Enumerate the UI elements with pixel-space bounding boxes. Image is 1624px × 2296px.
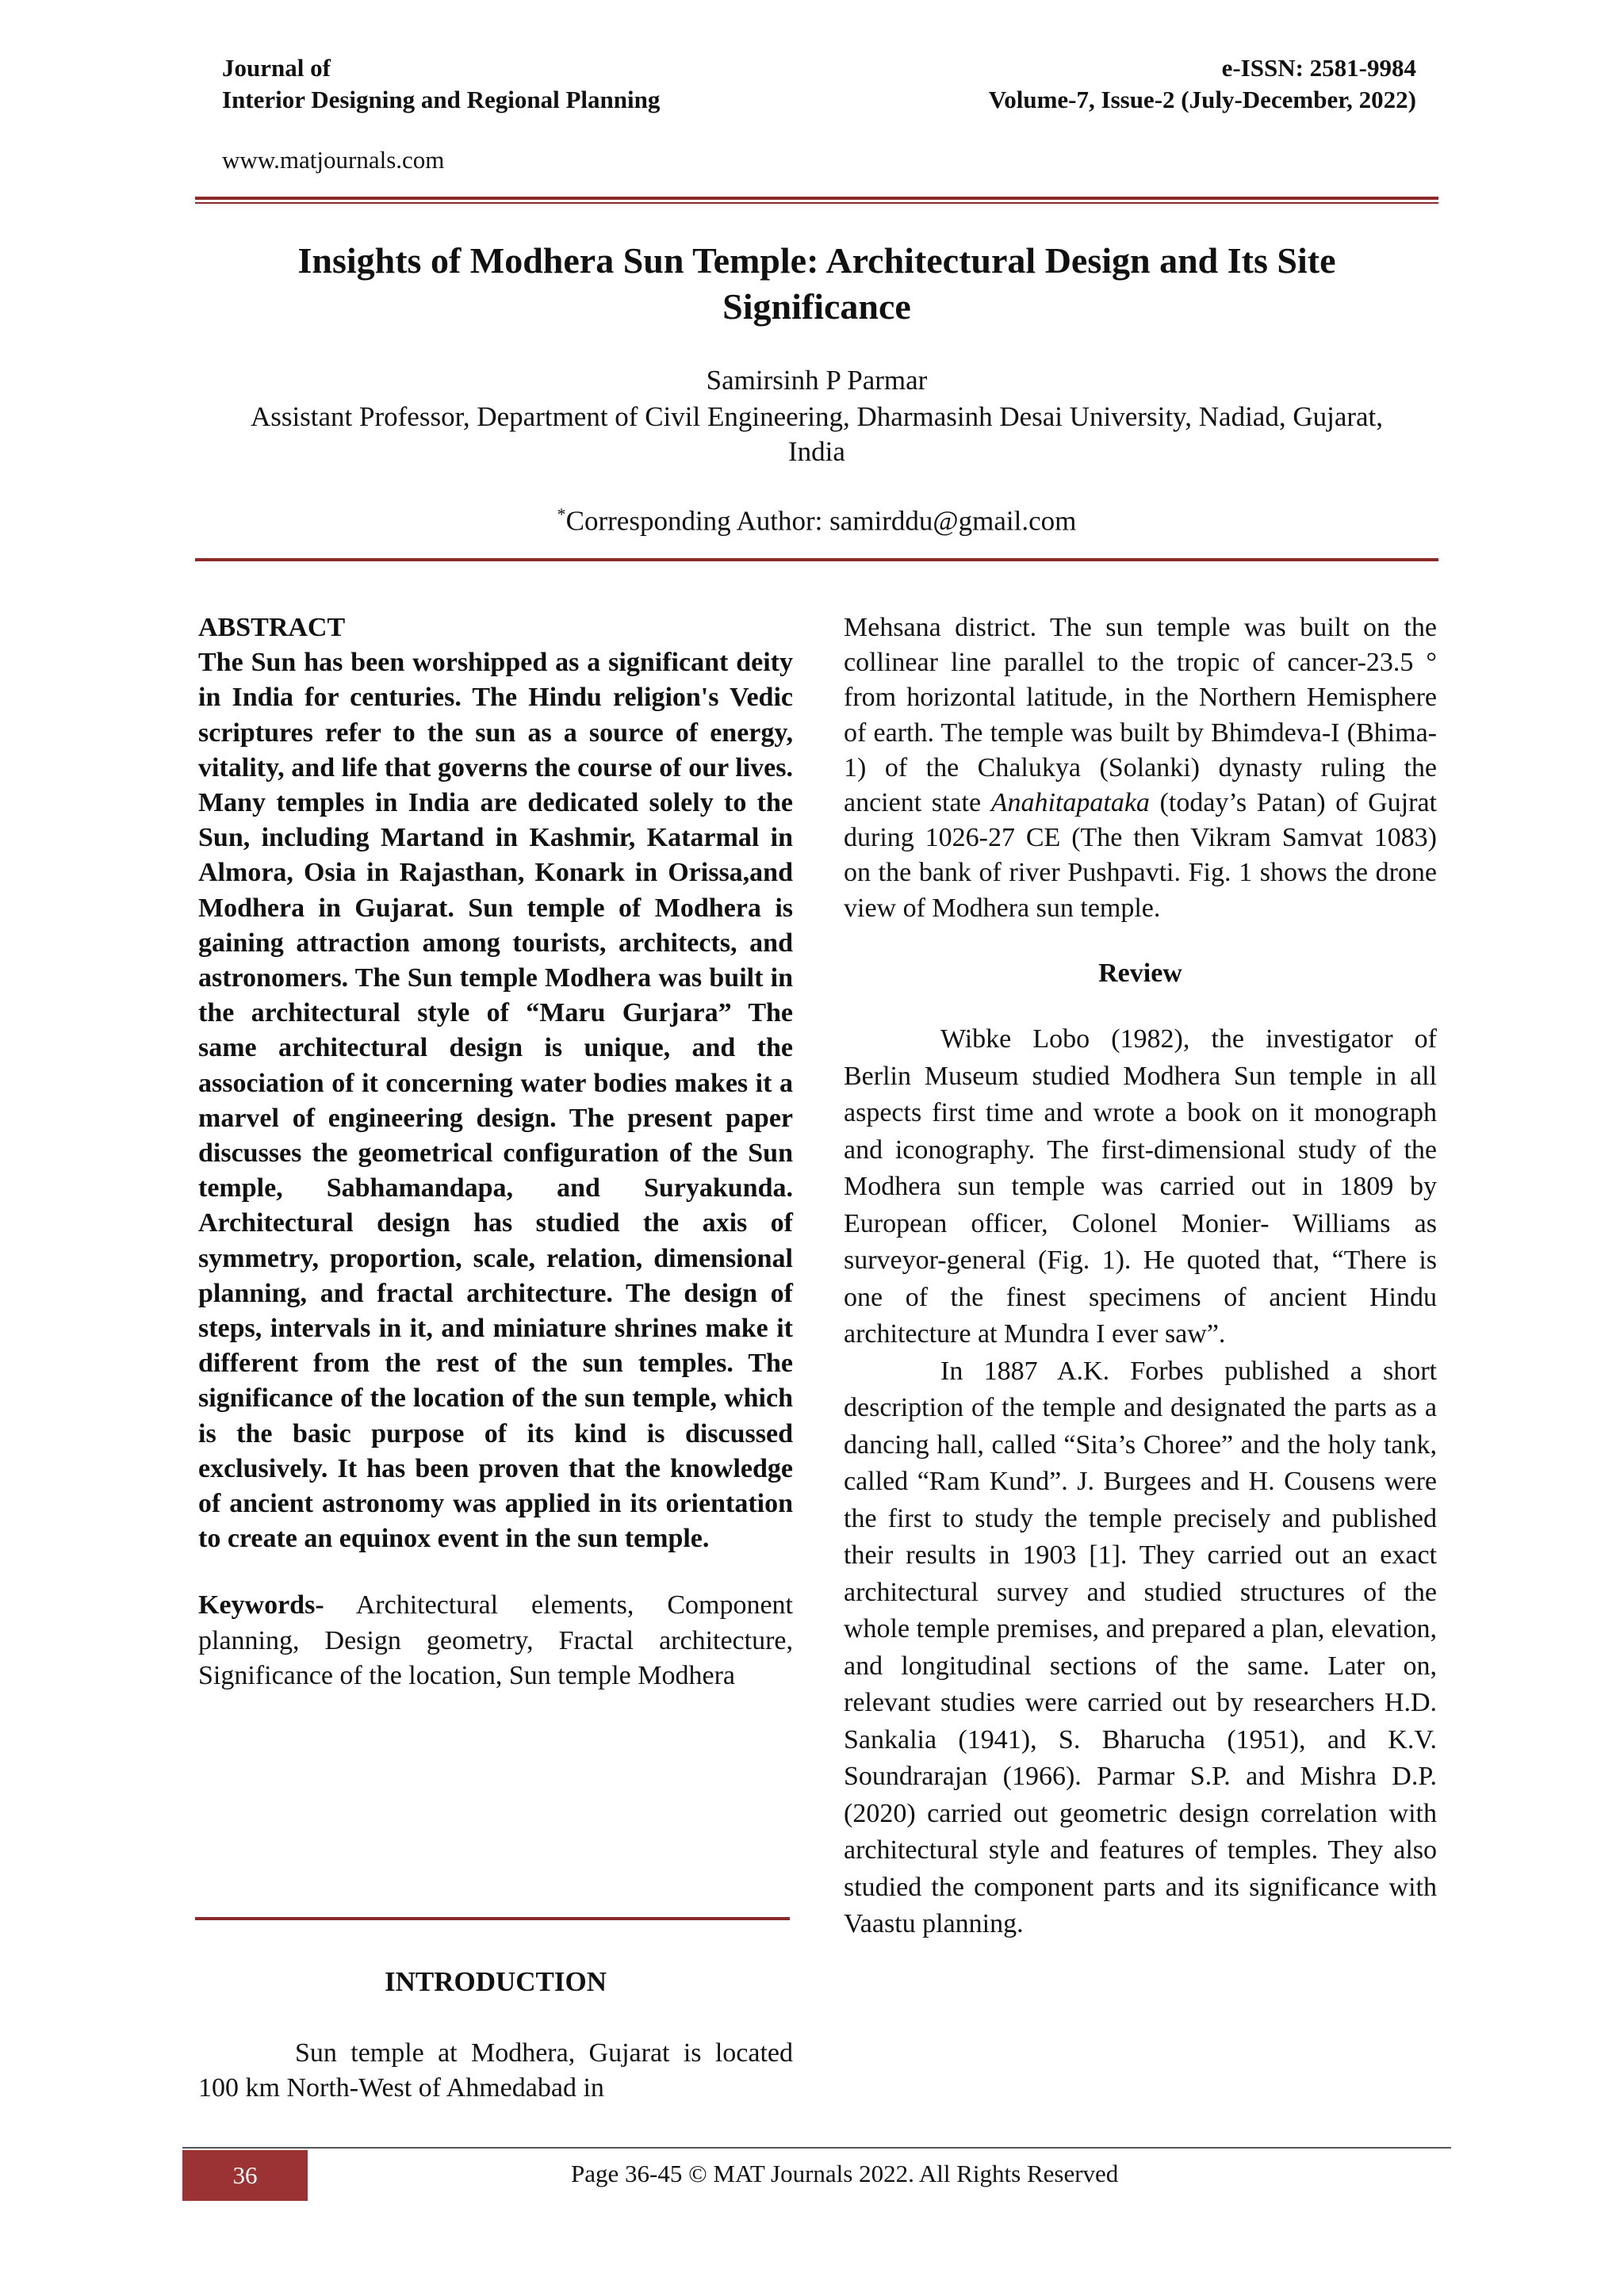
- journal-name: [222, 52, 660, 116]
- author-affiliation: [195, 400, 1438, 469]
- affiliation-line2: India: [788, 436, 845, 467]
- keywords-text: Architectural elements, Component planning, Design geometry, Fractal architecture, Significance of the location, Sun temple Modhera: [198, 1590, 793, 1690]
- abstract-text: The Sun has been worshipped as a significant deity in India for centuries. The Hindu religion's Vedic scriptures refer to the sun as a source of energy, vitality, and life that governs the course of our lives. Many temples in India are dedicated solely to the Sun, including Martand in Kashmir, Katarmal in Almora, Osia in Rajasthan, Konark in Orissa,and Modhera in Gujarat. Sun temple of Modhera is gaining attraction among tourists, architects, and astronomers. The Sun temple Modhera was built in the architectural style of “Maru Gurjara” The same architectural design is unique, and the association of it concerning water bodies makes it a marvel of engineering design. The present paper discusses the geometrical configuration of the Sun temple, Sabhamandapa, and Suryakunda. Architectural design has studied the axis of symmetry, proportion, scale, relation, dimensional planning, and fractal architecture. The design of steps, intervals in it, and miniature shrines make it different from the rest of the sun temples. The significance of the location of the sun temple, which is the basic purpose of its kind is discussed exclusively. It has been proven that the knowledge of ancient astronomy was applied in its orientation to create an equinox event in the sun temple.: [198, 648, 793, 1554]
- intro-continuation-b: (today’s Patan) of Gujrat during 1026-27 CE (The then Vikram Samvat 1083) on the bank of river Pushpavti. Fig. 1 shows the drone view of Modhera sun temple.: [844, 788, 1437, 923]
- introduction-text: Sun temple at Modhera, Gujarat is located 100 km North-West of Ahmedabad in: [198, 2038, 793, 2103]
- keywords-label: Keywords-: [198, 1590, 324, 1621]
- intro-italic-term: Anahitapataka: [990, 788, 1150, 818]
- review-paragraph-1: Wibke Lobo (1982), the investigator of Berlin Museum studied Modhera Sun temple in all aspects first time and wrote a book on it monograph and iconography. The first-dimensional study of the Modhera sun temple was carried out in 1809 by European officer, Colonel Monier- Williams as surveyor-general (Fig. 1). He quoted that, “There is one of the finest specimens of ancient Hindu architecture at Mundra I ever saw”.: [844, 1024, 1437, 1349]
- journal-name-line1: Journal of: [222, 54, 331, 82]
- keywords: [198, 1588, 793, 1693]
- page-number: 36: [232, 2161, 258, 2189]
- journal-name-line2: Interior Designing and Regional Planning: [222, 86, 661, 113]
- page-number-box: [182, 2150, 308, 2201]
- review-paragraph-2: In 1887 A.K. Forbes published a short description of the temple and designated the parts as a dancing hall, called “Sita’s Choree” and the holy tank, called “Ram Kund”. J. Burgees and H. Cousens were the first to study the temple precisely and published their results in 1903 [1]. They carried out an exact architectural survey and studied structures of the whole temple premises, and prepared a plan, elevation, and longitudinal sections of the same. Later on, relevant studies were carried out by researchers H.D. Sankalia (1941), S. Bharucha (1951), and K.V. Soundrarajan (1966). Parmar S.P. and Mishra D.P. (2020) carried out geometric design correlation with architectural style and features of temples. They also studied the component parts and its significance with Vaastu planning.: [844, 1356, 1437, 1939]
- keywords-rule: [195, 1917, 790, 1920]
- header-rule-top: [195, 197, 1438, 200]
- header-rule-bottom: [195, 202, 1438, 204]
- journal-website[interactable]: www.matjournals.com: [222, 146, 445, 174]
- paper-title-line1: Insights of Modhera Sun Temple: Architectural Design and Its Site: [297, 240, 1336, 281]
- intro-continuation: [844, 610, 1437, 926]
- paper-title: [195, 238, 1438, 330]
- paper-title-line2: Significance: [722, 286, 911, 327]
- footer-copyright: Page 36-45 © MAT Journals 2022. All Rights Reserved: [571, 2160, 1119, 2187]
- right-column: [844, 610, 1437, 1943]
- introduction-heading: INTRODUCTION: [384, 1966, 607, 1997]
- affiliation-line1: Assistant Professor, Department of Civil Engineering, Dharmasinh Desai University, Nadiad, Gujarat,: [250, 401, 1384, 432]
- corresponding-author: [195, 504, 1438, 538]
- abstract-heading: ABSTRACT: [198, 613, 346, 642]
- title-rule: [195, 558, 1438, 561]
- intro-continuation-a: Mehsana district. The sun temple was built on the collinear line parallel to the tropic of cancer-23.5 ° from horizontal latitude, in the Northern Hemisphere of earth. The temple was built by Bhimdeva-I (Bhima-1) of the Chalukya (Solanki) dynasty ruling the ancient state: [844, 613, 1437, 818]
- volume-issue: Volume-7, Issue-2 (July-December, 2022): [988, 86, 1416, 113]
- review-heading: Review: [1098, 958, 1182, 988]
- corresponding-text: Corresponding Author: samirddu@gmail.com: [565, 505, 1077, 537]
- footer-rule: [182, 2147, 1451, 2149]
- journal-issue-info: [989, 52, 1416, 116]
- author-name: Samirsinh P Parmar: [706, 365, 928, 396]
- left-column: [198, 610, 793, 1693]
- corresponding-mark: *: [557, 504, 566, 524]
- issn: e-ISSN: 2581-9984: [1221, 54, 1416, 82]
